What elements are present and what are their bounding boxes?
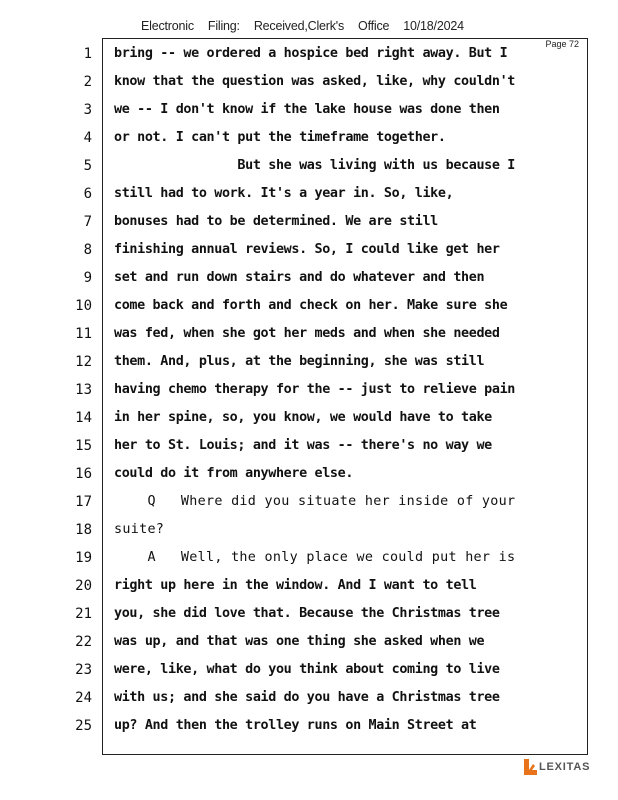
line-number: 25 — [75, 718, 92, 734]
line-text: bonuses had to be determined. We are still — [114, 214, 438, 229]
line-text: bring -- we ordered a hospice bed right away. But I — [114, 46, 508, 61]
line-text: right up here in the window. And I want to tell — [114, 578, 477, 593]
transcript-line — [0, 684, 618, 712]
line-text: with us; and she said do you have a Christmas tree — [114, 690, 500, 705]
header-part: Office — [358, 19, 390, 33]
transcript-line — [0, 152, 618, 180]
transcript-line — [0, 628, 618, 656]
header-part: Filing: — [207, 19, 240, 33]
line-text: know that the question was asked, like, why couldn't — [114, 74, 516, 89]
transcript-line — [0, 376, 618, 404]
line-number: 22 — [75, 634, 92, 650]
line-text: set and run down stairs and do whatever and then — [114, 270, 485, 285]
line-text: was fed, when she got her meds and when she needed — [114, 326, 500, 341]
transcript-line — [0, 432, 618, 460]
line-number: 20 — [75, 578, 92, 594]
line-text: finishing annual reviews. So, I could like get her — [114, 242, 500, 257]
line-text: you, she did love that. Because the Christmas tree — [114, 606, 500, 621]
transcript-line — [0, 656, 618, 684]
line-text: or not. I can't put the timeframe together. — [114, 130, 446, 145]
line-text: up? And then the trolley runs on Main Street at — [114, 718, 477, 733]
line-number: 21 — [75, 606, 92, 622]
line-text: could do it from anywhere else. — [114, 466, 354, 481]
line-number: 10 — [75, 298, 92, 314]
line-number: 2 — [83, 74, 92, 90]
line-text: was up, and that was one thing she asked when we — [114, 634, 485, 649]
line-text: her to St. Louis; and it was -- there's no way we — [114, 438, 492, 453]
line-number: 8 — [83, 242, 92, 258]
transcript-line — [0, 488, 618, 516]
line-number: 14 — [75, 410, 92, 426]
transcript-line — [0, 40, 618, 68]
transcript-line — [0, 320, 618, 348]
line-number: 23 — [75, 662, 92, 678]
line-text: were, like, what do you think about coming to live — [114, 662, 500, 677]
line-number: 19 — [75, 550, 92, 566]
transcript-line — [0, 348, 618, 376]
transcript-line — [0, 600, 618, 628]
line-text: But she was living with us because I — [114, 158, 516, 173]
line-text: we -- I don't know if the lake house was done then — [114, 102, 500, 117]
line-number: 17 — [75, 494, 92, 510]
transcript-line — [0, 124, 618, 152]
transcript-line — [0, 68, 618, 96]
transcript-line — [0, 264, 618, 292]
line-number: 6 — [83, 186, 92, 202]
line-number: 7 — [83, 214, 92, 230]
transcript-line — [0, 460, 618, 488]
header-part: Electronic — [141, 19, 194, 33]
lexitas-logo — [524, 758, 590, 776]
header-part: 10/18/2024 — [403, 19, 464, 33]
line-text: in her spine, so, you know, we would have to take — [114, 410, 492, 425]
line-text: come back and forth and check on her. Make sure she — [114, 298, 508, 313]
line-number: 24 — [75, 690, 92, 706]
transcript-line — [0, 180, 618, 208]
line-number: 11 — [75, 326, 92, 342]
line-number: 9 — [83, 270, 92, 286]
line-number: 4 — [83, 130, 92, 146]
transcript-line — [0, 96, 618, 124]
header-part: Received,Clerk's — [253, 19, 345, 33]
transcript-line — [0, 544, 618, 572]
line-number: 15 — [75, 438, 92, 454]
transcript-line — [0, 292, 618, 320]
transcript-line — [0, 516, 618, 544]
line-text: still had to work. It's a year in. So, like, — [114, 186, 454, 201]
line-number: 3 — [83, 102, 92, 118]
line-text: Q Where did you situate her inside of your — [114, 494, 516, 509]
transcript-line — [0, 572, 618, 600]
line-number: 13 — [75, 382, 92, 398]
transcript-line — [0, 404, 618, 432]
line-text: A Well, the only place we could put her is — [114, 550, 516, 565]
line-number: 1 — [83, 46, 92, 62]
line-number: 12 — [75, 354, 92, 370]
line-text: them. And, plus, at the beginning, she was still — [114, 354, 485, 369]
line-number: 16 — [75, 466, 92, 482]
line-number: 18 — [75, 522, 92, 538]
line-text: suite? — [114, 522, 165, 537]
filing-header — [141, 19, 478, 33]
transcript-line — [0, 712, 618, 740]
transcript-line — [0, 208, 618, 236]
line-text: having chemo therapy for the -- just to relieve pain — [114, 382, 516, 397]
line-number: 5 — [83, 158, 92, 174]
transcript-line — [0, 236, 618, 264]
lexitas-logo-mark-icon — [524, 759, 538, 775]
lexitas-logo-text: LEXITAS — [539, 761, 591, 773]
page-number-label: Page 72 — [545, 39, 579, 49]
